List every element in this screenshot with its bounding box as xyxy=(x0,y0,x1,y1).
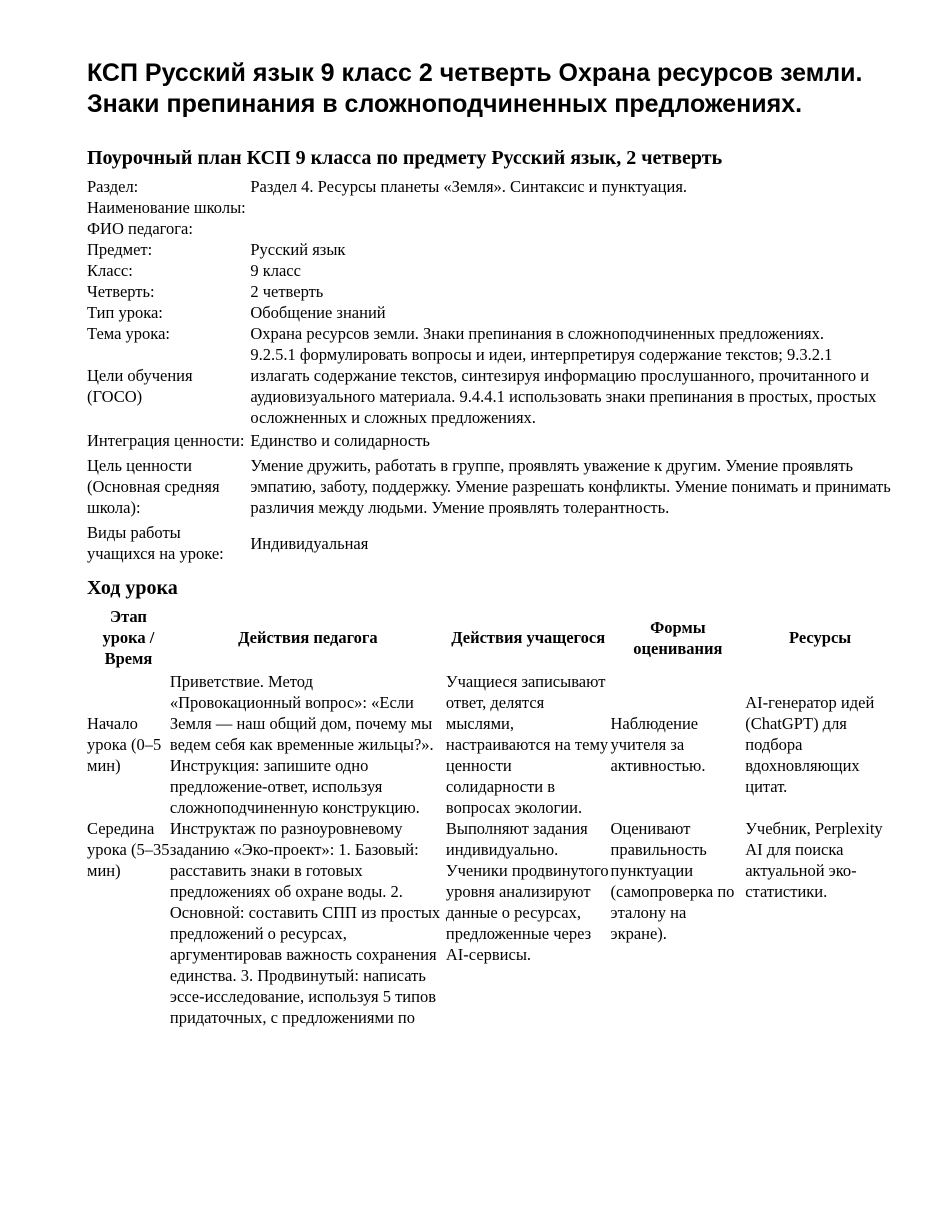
info-key: Интеграция ценности: xyxy=(87,431,245,450)
table-row xyxy=(87,671,895,818)
info-value: Охрана ресурсов земли. Знаки препинания в сложноподчиненных предложениях. xyxy=(250,324,825,343)
info-key: Цель ценности (Основная средняя школа): xyxy=(87,456,220,517)
cell-stage: Начало урока (0–5 мин) xyxy=(87,714,162,775)
info-row xyxy=(87,344,895,428)
info-row xyxy=(87,197,895,218)
info-key: Наименование школы: xyxy=(87,198,246,217)
info-value: Русский язык xyxy=(250,240,346,259)
info-row xyxy=(87,520,895,566)
info-key: Предмет: xyxy=(87,240,153,259)
cell-resources: Учебник, Perplexity AI для поиска актуальной эко-статистики. xyxy=(745,819,883,901)
info-value: Раздел 4. Ресурсы планеты «Земля». Синтаксис и пунктуация. xyxy=(250,177,688,196)
info-row xyxy=(87,218,895,239)
info-row xyxy=(87,176,895,197)
cell-stage: Середина урока (5–35 мин) xyxy=(87,819,170,880)
info-key: ФИО педагога: xyxy=(87,219,193,238)
info-value xyxy=(250,197,895,218)
cell-assessment: Наблюдение учителя за активностью. xyxy=(610,714,706,775)
document-title: КСП Русский язык 9 класс 2 четверть Охрана ресурсов земли. Знаки препинания в сложноподчиненных предложениях. xyxy=(87,59,863,118)
lesson-header-row xyxy=(87,606,895,671)
cell-teacher: Инструктаж по разноуровневому заданию «Эко-проект»: 1. Базовый: расставить знаки в готовых предложениях об охране воды. 2. Основной: составить СПП из простых предложений о ресурсах, аргументировав важность сохранения единства. 3. Продвинутый: написать эссе-исследование, используя 5 типов придаточных, с предложениями по xyxy=(169,819,441,1027)
info-value: 9.2.5.1 формулировать вопросы и идеи, интерпретируя содержание текстов; 9.3.2.1 излагать содержание текстов, синтезируя информацию прослушанного, прочитанного и аудиовизуального материала. 9.4.4.1 использовать знаки препинания в простых, простых осложненных и сложных предложениях. xyxy=(250,345,877,427)
lesson-table xyxy=(87,606,895,1028)
cell-assessment: Оценивают правильность пунктуации (самопроверка по эталону на экране). xyxy=(610,819,735,943)
column-header-student: Действия учащегося xyxy=(451,628,606,647)
info-row xyxy=(87,428,895,453)
info-key: Тема урока: xyxy=(87,324,170,343)
info-row xyxy=(87,260,895,281)
info-row xyxy=(87,281,895,302)
column-header-assessment: Формы оценивания xyxy=(633,617,723,658)
info-row xyxy=(87,302,895,323)
info-value: Индивидуальная xyxy=(250,533,369,553)
info-value: Обобщение знаний xyxy=(250,303,386,322)
cell-teacher: Приветствие. Метод «Провокационный вопрос»: «Если Земля — наш общий дом, почему мы ведем себя как временные жильцы?». Инструкция: запишите одно предложение-ответ, используя сложноподчиненную конструкцию. xyxy=(169,672,434,817)
info-value: Умение дружить, работать в группе, проявлять уважение к другим. Умение проявлять эмпатию, заботу, поддержку. Умение разрешать конфликты. Умение понимать и принимать различия между людьми. Умение проявлять толерантность. xyxy=(250,456,891,517)
info-key: Тип урока: xyxy=(87,303,163,322)
info-value: 2 четверть xyxy=(250,282,324,301)
table-row xyxy=(87,818,895,1028)
lesson-heading: Ход урока xyxy=(87,577,178,599)
column-header-teacher: Действия педагога xyxy=(238,628,378,647)
info-table xyxy=(87,176,895,566)
column-header-resources: Ресурсы xyxy=(789,628,852,647)
info-value: Единство и солидарность xyxy=(250,431,430,450)
info-row xyxy=(87,453,895,520)
info-row xyxy=(87,323,895,344)
plan-subtitle: Поурочный план КСП 9 класса по предмету Русский язык, 2 четверть xyxy=(87,147,723,169)
info-value xyxy=(250,218,895,239)
info-key: Раздел: xyxy=(87,177,139,196)
info-key: Четверть: xyxy=(87,282,155,301)
info-row xyxy=(87,239,895,260)
cell-student: Учащиеся записывают ответ, делятся мыслями, настраиваются на тему ценности солидарности в вопросах экологии. xyxy=(445,672,609,817)
info-key: Класс: xyxy=(87,261,133,280)
info-value: 9 класс xyxy=(250,261,301,280)
cell-student: Выполняют задания индивидуально. Ученики продвинутого уровня анализируют данные о ресурсах, предложенные через AI-сервисы. xyxy=(445,819,609,964)
info-key: Виды работы учащихся на уроке: xyxy=(87,523,224,563)
column-header-stage: Этап урока / Время xyxy=(102,607,155,668)
cell-resources: AI-генератор идей (ChatGPT) для подбора вдохновляющих цитат. xyxy=(745,693,875,796)
info-key: Цели обучения (ГОСО) xyxy=(87,366,193,406)
